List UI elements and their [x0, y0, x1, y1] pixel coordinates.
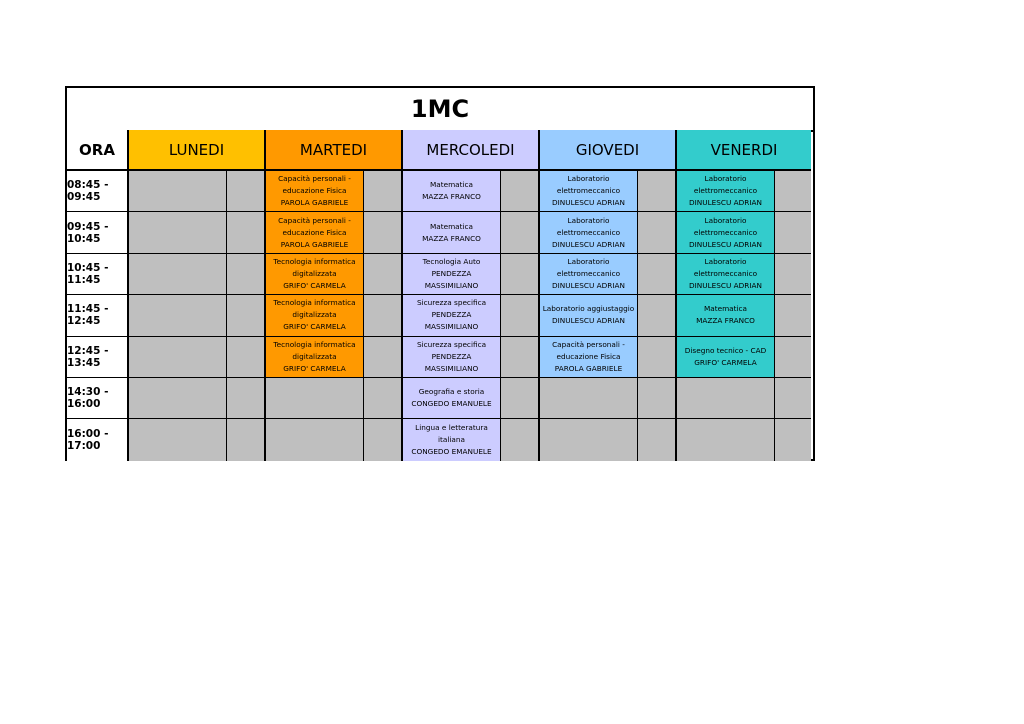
lesson-cell	[403, 254, 501, 295]
lesson-cell	[540, 171, 638, 212]
lesson-subject-line: Tecnologia informatica	[273, 298, 356, 308]
empty-side-cell	[501, 337, 540, 378]
lesson-subject-line: educazione Fisica	[282, 227, 347, 237]
empty-side-cell	[638, 337, 677, 378]
day-header-mercoledi: MERCOLEDI	[403, 130, 540, 171]
time-slot-label: 10:45 - 11:45	[67, 254, 129, 295]
lesson-cell	[403, 378, 501, 419]
header-ora: ORA	[67, 130, 129, 171]
lesson-teacher: MAZZA FRANCO	[422, 192, 481, 202]
time-slot-label: 12:45 - 13:45	[67, 337, 129, 378]
lesson-cell	[677, 254, 775, 295]
empty-slot	[266, 378, 364, 419]
lesson-subject-line: Tecnologia Auto	[422, 256, 481, 266]
time-slot-label: 14:30 - 16:00	[67, 378, 129, 419]
lesson-subject-line: Capacità personali -	[552, 339, 625, 349]
empty-side-cell	[501, 378, 540, 419]
empty-side-cell	[638, 419, 677, 460]
empty-side-cell	[775, 378, 811, 419]
timetable	[65, 86, 815, 461]
lesson-teacher: MASSIMILIANO	[424, 363, 479, 373]
lesson-teacher: DINULESCU ADRIAN	[689, 280, 762, 290]
empty-slot	[129, 171, 227, 212]
lesson-subject-line: educazione Fisica	[282, 186, 347, 196]
empty-side-cell	[227, 419, 266, 460]
empty-side-cell	[501, 295, 540, 336]
lesson-subject-line: Disegno tecnico - CAD	[684, 345, 767, 355]
lesson-subject-line: PENDEZZA	[431, 268, 472, 278]
lesson-subject-line: educazione Fisica	[556, 351, 621, 361]
lesson-teacher: DINULESCU ADRIAN	[689, 239, 762, 249]
empty-side-cell	[227, 212, 266, 253]
empty-side-cell	[227, 378, 266, 419]
lesson-subject-line: Laboratorio	[567, 174, 610, 184]
empty-side-cell	[638, 378, 677, 419]
empty-side-cell	[227, 254, 266, 295]
empty-side-cell	[638, 171, 677, 212]
lesson-subject-line: Laboratorio aggiustaggio	[542, 304, 635, 314]
lesson-teacher: MAZZA FRANCO	[696, 316, 755, 326]
empty-side-cell	[364, 378, 403, 419]
lesson-cell	[266, 171, 364, 212]
empty-slot	[266, 419, 364, 460]
class-title: 1MC	[67, 88, 813, 132]
empty-side-cell	[364, 212, 403, 253]
empty-side-cell	[364, 295, 403, 336]
lesson-cell	[266, 337, 364, 378]
empty-slot	[129, 295, 227, 336]
empty-slot	[129, 254, 227, 295]
time-slot-label: 16:00 - 17:00	[67, 419, 129, 460]
lesson-subject-line: Geografia e storia	[418, 387, 485, 397]
lesson-subject-line: PENDEZZA	[431, 310, 472, 320]
lesson-teacher: MAZZA FRANCO	[422, 233, 481, 243]
empty-side-cell	[775, 419, 811, 460]
lesson-cell	[266, 212, 364, 253]
lesson-cell	[266, 295, 364, 336]
empty-side-cell	[501, 254, 540, 295]
lesson-subject-line: digitalizzata	[292, 310, 337, 320]
day-header-giovedi: GIOVEDI	[540, 130, 677, 171]
lesson-cell	[403, 419, 501, 460]
lesson-teacher: PAROLA GABRIELE	[554, 363, 623, 373]
time-slot-label: 09:45 - 10:45	[67, 212, 129, 253]
lesson-subject-line: Capacità personali -	[278, 174, 351, 184]
lesson-cell	[677, 212, 775, 253]
lesson-subject-line: elettromeccanico	[556, 186, 621, 196]
lesson-teacher: MASSIMILIANO	[424, 322, 479, 332]
empty-side-cell	[364, 419, 403, 460]
lesson-cell	[677, 337, 775, 378]
lesson-subject-line: Laboratorio	[704, 256, 747, 266]
empty-slot	[129, 212, 227, 253]
lesson-subject-line: Sicurezza specifica	[416, 339, 487, 349]
lesson-cell	[677, 171, 775, 212]
lesson-teacher: GRIFO' CARMELA	[283, 363, 346, 373]
lesson-cell	[403, 212, 501, 253]
lesson-cell	[403, 295, 501, 336]
lesson-teacher: DINULESCU ADRIAN	[552, 280, 625, 290]
empty-side-cell	[775, 337, 811, 378]
lesson-teacher: GRIFO' CARMELA	[283, 322, 346, 332]
lesson-subject-line: elettromeccanico	[693, 186, 758, 196]
empty-slot	[540, 378, 638, 419]
lesson-subject-line: elettromeccanico	[693, 268, 758, 278]
lesson-teacher: GRIFO' CARMELA	[694, 357, 757, 367]
day-header-lunedi: LUNEDI	[129, 130, 266, 171]
lesson-cell	[540, 337, 638, 378]
lesson-teacher: CONGEDO EMANUELE	[411, 399, 492, 409]
lesson-subject-line: Tecnologia informatica	[273, 339, 356, 349]
time-slot-label: 08:45 - 09:45	[67, 171, 129, 212]
empty-side-cell	[364, 254, 403, 295]
empty-side-cell	[227, 337, 266, 378]
lesson-subject-line: Matematica	[429, 221, 474, 231]
empty-slot	[540, 419, 638, 460]
lesson-subject-line: Sicurezza specifica	[416, 298, 487, 308]
lesson-subject-line: Lingua e letteratura italiana	[415, 423, 488, 445]
lesson-subject-line: digitalizzata	[292, 268, 337, 278]
empty-side-cell	[227, 295, 266, 336]
empty-side-cell	[364, 337, 403, 378]
empty-slot	[129, 419, 227, 460]
lesson-cell	[677, 295, 775, 336]
lesson-subject-line: Matematica	[429, 180, 474, 190]
empty-side-cell	[364, 171, 403, 212]
lesson-subject-line: digitalizzata	[292, 351, 337, 361]
lesson-teacher: DINULESCU ADRIAN	[552, 239, 625, 249]
empty-side-cell	[501, 171, 540, 212]
lesson-cell	[540, 212, 638, 253]
lesson-cell	[540, 254, 638, 295]
time-slot-label: 11:45 - 12:45	[67, 295, 129, 336]
lesson-cell	[266, 254, 364, 295]
lesson-subject-line: Matematica	[703, 304, 748, 314]
lesson-cell	[403, 337, 501, 378]
day-header-martedi: MARTEDI	[266, 130, 403, 171]
empty-side-cell	[775, 171, 811, 212]
empty-side-cell	[638, 254, 677, 295]
lesson-subject-line: elettromeccanico	[693, 227, 758, 237]
lesson-subject-line: Laboratorio	[567, 215, 610, 225]
empty-slot	[129, 337, 227, 378]
empty-side-cell	[638, 295, 677, 336]
lesson-teacher: GRIFO' CARMELA	[283, 280, 346, 290]
empty-side-cell	[638, 212, 677, 253]
empty-side-cell	[775, 254, 811, 295]
lesson-teacher: DINULESCU ADRIAN	[689, 198, 762, 208]
lesson-subject-line: Laboratorio	[704, 215, 747, 225]
lesson-teacher: DINULESCU ADRIAN	[552, 316, 625, 326]
empty-side-cell	[501, 419, 540, 460]
lesson-subject-line: Capacità personali -	[278, 215, 351, 225]
lesson-subject-line: elettromeccanico	[556, 268, 621, 278]
empty-slot	[677, 378, 775, 419]
lesson-teacher: MASSIMILIANO	[424, 280, 479, 290]
lesson-teacher: PAROLA GABRIELE	[280, 239, 349, 249]
empty-side-cell	[775, 295, 811, 336]
empty-slot	[677, 419, 775, 460]
lesson-subject-line: PENDEZZA	[431, 351, 472, 361]
lesson-subject-line: Laboratorio	[704, 174, 747, 184]
lesson-cell	[403, 171, 501, 212]
day-header-venerdi: VENERDI	[677, 130, 811, 171]
lesson-teacher: DINULESCU ADRIAN	[552, 198, 625, 208]
empty-side-cell	[501, 212, 540, 253]
empty-slot	[129, 378, 227, 419]
empty-side-cell	[775, 212, 811, 253]
lesson-subject-line: Tecnologia informatica	[273, 256, 356, 266]
empty-side-cell	[227, 171, 266, 212]
lesson-subject-line: Laboratorio	[567, 256, 610, 266]
lesson-teacher: CONGEDO EMANUELE	[411, 447, 492, 457]
lesson-subject-line: elettromeccanico	[556, 227, 621, 237]
lesson-teacher: PAROLA GABRIELE	[280, 198, 349, 208]
lesson-cell	[540, 295, 638, 336]
